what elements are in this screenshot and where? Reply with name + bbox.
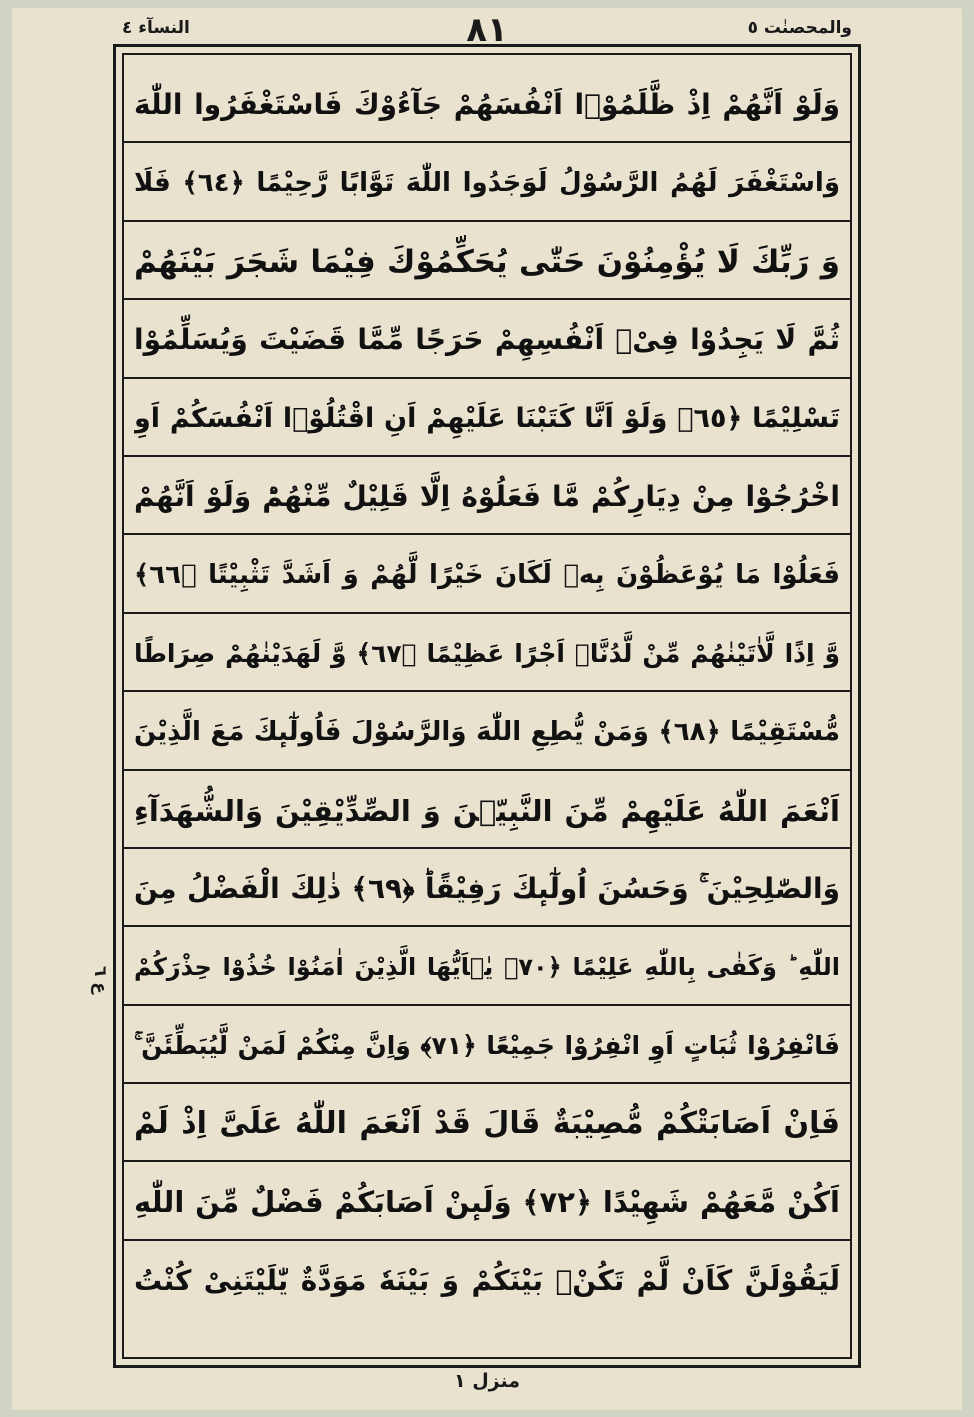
verse-line-text: فَعَلُوْا مَا یُوْعَظُوْنَ بِهٖ لَكَانَ خَیْرًا لَّهُمْ وَ اَشَدَّ تَثْبِیْتًا ﴿٦٦﴾: [134, 560, 840, 591]
verse-line: [124, 379, 850, 457]
verse-line-text: فَاِنْ اَصَابَتْكُمْ مُّصِیْبَةٌ قَالَ قَدْ اَنْعَمَ اللّٰهُ عَلَیَّ اِذْ لَمْ: [134, 1106, 840, 1142]
verse-line-text: اخْرُجُوْا مِنْ دِیَارِكُمْ مَّا فَعَلُوْهُ اِلَّا قَلِیْلٌ مِّنْهُمْؕ وَلَوْ اَنَّهُمْ: [134, 479, 840, 513]
page-header: [12, 10, 962, 50]
verse-line: [124, 614, 850, 692]
verse-line-text: وَلَوْ اَنَّهُمْ اِذْ ظَّلَمُوْۤا اَنْفُسَهُمْ جَآءُوْكَ فَاسْتَغْفَرُوا اللّٰهَ: [134, 88, 840, 121]
verse-line-text: ثُمَّ لَا یَجِدُوْا فِیْۤ اَنْفُسِهِمْ حَرَجًا مِّمَّا قَضَیْتَ وَیُسَلِّمُوْا: [134, 323, 840, 357]
verse-line-text: وَ رَبِّكَ لَا یُؤْمِنُوْنَ حَتّٰى یُحَكِّمُوْكَ فِیْمَا شَجَرَ بَیْنَهُمْ: [134, 243, 840, 280]
manzil-label: منزل ١: [453, 1370, 521, 1392]
verse-line: [124, 692, 850, 770]
verse-line: [124, 457, 850, 535]
verse-line: [124, 1241, 850, 1319]
verse-line: [124, 849, 850, 927]
verse-line-text: مُّسْتَقِیْمًا ﴿٦٨﴾ وَمَنْ یُّطِعِ اللّٰهَ وَالرَّسُوْلَ فَاُولٰٓىٕكَ مَعَ الَّذِیْنَ: [134, 717, 840, 748]
verse-line-text: فَانْفِرُوْا ثُبَاتٍ اَوِ انْفِرُوْا جَمِیْعًا ﴿٧١﴾ وَاِنَّ مِنْكُمْ لَمَنْ لَّیُبَطِّئَنَّ ۚ: [134, 1030, 840, 1060]
verse-line-text: اَكُنْ مَّعَهُمْ شَهِیْدًا ﴿٧٢﴾ وَلَىٕنْ اَصَابَكُمْ فَضْلٌ مِّنَ اللّٰهِ: [134, 1185, 840, 1220]
text-frame: [113, 44, 861, 1368]
ruku-marker: ع ٦: [90, 966, 110, 994]
verse-line: [124, 222, 850, 300]
verse-lines: [124, 65, 850, 1319]
verse-line: [124, 65, 850, 143]
page-number: ٨١: [466, 10, 508, 50]
verse-line: [124, 1006, 850, 1084]
verse-line-text: تَسْلِیْمًا ﴿٦٥﴾ وَلَوْ اَنَّا كَتَبْنَا عَلَیْهِمْ اَنِ اقْتُلُوْۤا اَنْفُسَكُمْ اَوِ: [134, 402, 840, 434]
verse-line: [124, 927, 850, 1005]
surah-name: النسآء ٤: [122, 18, 190, 38]
verse-line: [124, 1084, 850, 1162]
verse-line: [124, 300, 850, 378]
verse-line-text: وَالصّٰلِحِیْنَ ۚ وَحَسُنَ اُولٰٓىٕكَ رَفِیْقًاؕ ﴿٦٩﴾ ذٰلِكَ الْفَضْلُ مِنَ: [134, 871, 840, 905]
verse-line-text: وَّ اِذًا لَّاٰتَیْنٰهُمْ مِّنْ لَّدُنَّاۤ اَجْرًا عَظِیْمًا ﴿٦٧﴾ وَّ لَهَدَیْنٰهُمْ صِرَاطًا: [134, 638, 840, 668]
juz-name: والمحصنٰت ٥: [747, 18, 852, 38]
verse-line: [124, 143, 850, 221]
verse-line-text: لَیَقُوْلَنَّ كَاَنْ لَّمْ تَكُنْۢ بَیْنَكُمْ وَ بَیْنَهٗ مَوَدَّةٌ یّٰلَیْتَنِیْ كُنْتُ: [134, 1263, 840, 1297]
verse-line-text: اَنْعَمَ اللّٰهُ عَلَیْهِمْ مِّنَ النَّبِیّٖنَ وَ الصِّدِّیْقِیْنَ وَالشُّهَدَآءِ: [134, 793, 840, 828]
text-frame-inner: [122, 53, 852, 1359]
verse-line: [124, 771, 850, 849]
verse-line-text: وَاسْتَغْفَرَ لَهُمُ الرَّسُوْلُ لَوَجَدُوا اللّٰهَ تَوَّابًا رَّحِیْمًا ﴿٦٤﴾ فَلَا: [134, 168, 840, 199]
verse-line-text: اللّٰهِ ؕ وَكَفٰى بِاللّٰهِ عَلِیْمًا ﴿٧٠﴾ یٰۤاَیُّهَا الَّذِیْنَ اٰمَنُوْا خُذُوْا حِذْرَكُمْ: [134, 953, 840, 982]
verse-line: [124, 535, 850, 613]
verse-line: [124, 1162, 850, 1240]
